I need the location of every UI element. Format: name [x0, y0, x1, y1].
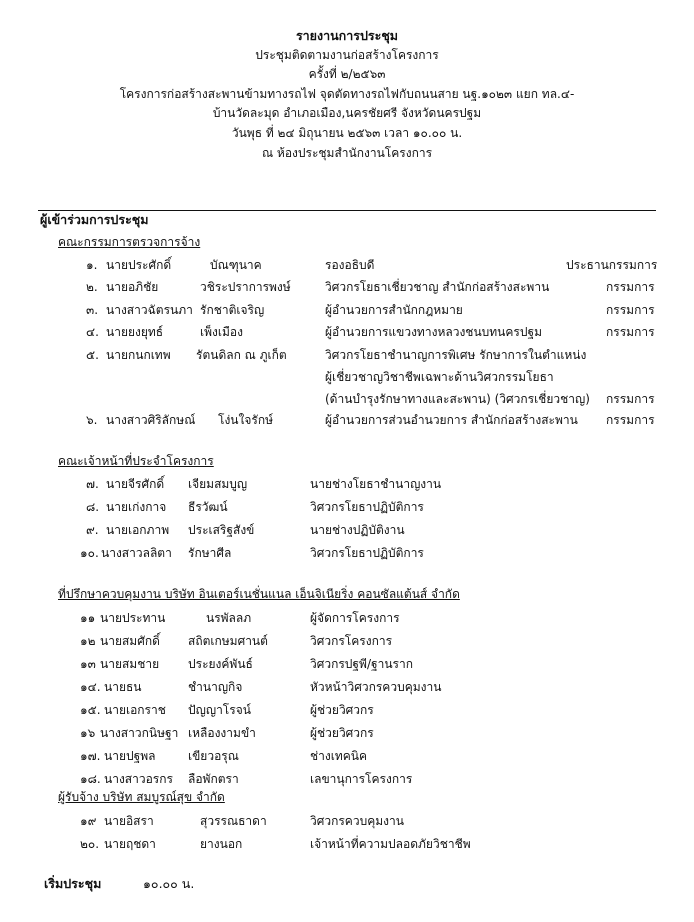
first-name: นางสาวฉัตรนภา — [106, 303, 193, 317]
first-name: นายสมศักดิ์ — [100, 634, 160, 648]
position: เลขานุการโครงการ — [310, 772, 413, 786]
first-name: นางสาวกนิษฐา — [100, 726, 179, 740]
row-number: ๑๑ — [80, 611, 96, 625]
last-name: ยางนอก — [200, 837, 243, 851]
row-number: ๑๖ — [80, 726, 96, 740]
project-name: โครงการก่อสร้างสะพานข้ามทางรถไฟ จุดตัดทางรถไฟกับถนนสาย นฐ.๑๐๒๓ แยก ทล.๔- — [119, 86, 575, 101]
committee-role: กรรมการ — [606, 325, 655, 339]
position: วิศวกรโยธาปฏิบัติการ — [310, 500, 424, 514]
last-name: ลือพักตรา — [188, 772, 239, 786]
position: ผู้อำนวยการสำนักกฎหมาย — [325, 303, 463, 317]
attendee-row — [0, 702, 694, 722]
first-name: นายเก่งกาจ — [106, 500, 167, 514]
position: นายช่างโยธาชำนาญงาน — [310, 477, 442, 491]
first-name: นางสาวศิริลักษณ์ — [106, 413, 196, 427]
position-continued: ผู้เชี่ยวชาญวิชาชีพเฉพาะด้านวิศวกรรมโยธา — [325, 370, 554, 384]
row-number: ๑๕. — [80, 703, 101, 717]
row-number: ๒. — [86, 280, 98, 294]
first-name: นายฤชดา — [104, 837, 156, 851]
attendee-row — [0, 324, 694, 344]
attendee-row — [0, 633, 694, 653]
document-subtitle: ประชุมติดตามงานก่อสร้างโครงการ — [255, 47, 439, 62]
attendee-row — [0, 347, 694, 367]
first-name: นายธน — [104, 680, 142, 694]
last-name: เพ็งเมือง — [200, 325, 243, 339]
last-name: นรพัลลภ — [206, 611, 252, 625]
row-number: ๑. — [86, 258, 98, 272]
meeting-date: วันพุธ ที่ ๒๔ มิถุนายน ๒๕๖๓ เวลา ๑๐.๐๐ น. — [231, 125, 463, 140]
position: วิศวกรโยธาเชี่ยวชาญ สำนักก่อสร้างสะพาน — [325, 280, 550, 294]
last-name: ชำนาญกิจ — [188, 680, 243, 694]
committee-role: กรรมการ — [606, 392, 655, 406]
attendee-row — [0, 679, 694, 699]
attendee-row — [0, 610, 694, 630]
row-number: ๖. — [86, 413, 98, 427]
position: วิศวกรโยธาปฏิบัติการ — [310, 546, 424, 560]
first-name: นายอภิชัย — [106, 280, 159, 294]
first-name: นายประทาน — [100, 611, 166, 625]
first-name: นายเอกภาพ — [106, 523, 170, 537]
section-heading-inspection-committee: คณะกรรมการตรวจการจ้าง — [58, 235, 201, 249]
row-number: ๑๓ — [80, 657, 96, 671]
position: ผู้ช่วยวิศวกร — [310, 726, 374, 740]
attendee-row-continued — [0, 391, 694, 411]
last-name: เจียมสมบูญ — [188, 477, 248, 491]
position: รองอธิบดี — [325, 258, 375, 272]
position: ผู้อำนวยการส่วนอำนวยการ สำนักก่อสร้างสะพาน — [325, 413, 578, 427]
section-heading-project-staff: คณะเจ้าหน้าที่ประจำโครงการ — [58, 454, 214, 468]
first-name: นายเอกราช — [104, 703, 166, 717]
meeting-start-label: เริ่มประชุม — [44, 876, 102, 891]
attendee-row — [0, 499, 694, 519]
first-name: นายอิสรา — [104, 814, 154, 828]
position: ผู้อำนวยการแขวงทางหลวงชนบทนครปฐม — [325, 325, 543, 339]
meeting-number: ครั้งที่ ๒/๒๕๖๓ — [308, 67, 386, 82]
attendee-row — [0, 656, 694, 676]
row-number: ๑๗. — [80, 749, 101, 763]
last-name: รักษาศีล — [188, 546, 232, 560]
attendee-row — [0, 748, 694, 768]
last-name: เหลืองงามขำ — [188, 726, 256, 740]
row-number: ๑๙ — [80, 814, 97, 828]
last-name: ประยงค์พันธ์ — [188, 657, 253, 671]
committee-role: กรรมการ — [606, 280, 655, 294]
attendee-row — [0, 725, 694, 745]
position: วิศวกรปฐพี/ฐานราก — [310, 657, 414, 671]
row-number: ๗. — [86, 477, 99, 491]
last-name: สุวรรณธาดา — [200, 814, 267, 828]
last-name: ธีรวัฒน์ — [188, 500, 228, 514]
document-title: รายงานการประชุม — [295, 28, 399, 43]
attendee-row — [0, 279, 694, 299]
attendee-row — [0, 771, 694, 791]
first-name: นางสาวลลิตา — [101, 546, 172, 560]
committee-role: กรรมการ — [606, 303, 655, 317]
last-name: รักชาติเจริญ — [200, 303, 265, 317]
row-number: ๑๐. — [80, 546, 99, 560]
row-number: ๙. — [86, 523, 99, 537]
row-number: ๘. — [86, 500, 100, 514]
attendee-row — [0, 302, 694, 322]
position: วิศวกรโยธาชำนาญการพิเศษ รักษาการในตำแหน่ง — [325, 348, 587, 362]
last-name: รัตนดิลก ณ ภูเก็ต — [196, 348, 287, 362]
first-name: นางสาวอรกร — [104, 772, 173, 786]
last-name: บัณฑุนาค — [210, 258, 262, 272]
last-name: เขียวอรุณ — [188, 749, 239, 763]
first-name: นายสมชาย — [100, 657, 160, 671]
project-location: บ้านวัดละมุด อำเภอเมือง,นครชัยศรี จังหวัดนครปฐม — [212, 106, 482, 121]
row-number: ๕. — [86, 348, 99, 362]
row-number: ๒๐. — [80, 837, 100, 851]
attendee-row — [0, 545, 694, 565]
first-name: นายจีรศักดิ์ — [106, 477, 165, 491]
first-name: นายยงยุทธ์ — [106, 325, 164, 339]
row-number: ๑๔. — [80, 680, 101, 694]
position: หัวหน้าวิศวกรควบคุมงาน — [310, 680, 442, 694]
attendee-row — [0, 257, 694, 277]
section-heading-contractor: ผู้รับจ้าง บริษัท สมบูรณ์สุข จำกัด — [58, 790, 225, 804]
position: วิศวกรควบคุมงาน — [310, 814, 404, 828]
attendee-row — [0, 412, 694, 432]
last-name: สถิตเกษมศานต์ — [188, 634, 268, 648]
row-number: ๑๘. — [80, 772, 101, 786]
attendee-row — [0, 836, 694, 856]
last-name: ปัญญาโรจน์ — [188, 703, 251, 717]
committee-role: กรรมการ — [606, 413, 655, 427]
meeting-start-time: ๑๐.๐๐ น. — [143, 876, 195, 891]
position: วิศวกรโครงการ — [310, 634, 393, 648]
position: ช่างเทคนิค — [310, 749, 368, 763]
attendee-row — [0, 522, 694, 542]
committee-role: ประธานกรรมการ — [566, 258, 658, 272]
first-name: นายประศักดิ์ — [106, 258, 172, 272]
attendee-row — [0, 813, 694, 833]
row-number: ๑๒ — [80, 634, 96, 648]
last-name: ประเสริฐสังข์ — [188, 523, 255, 537]
section-heading-consultant: ที่ปรึกษาควบคุมงาน บริษัท อินเตอร์เนชั่นแนล เอ็นจิเนียริ่ง คอนซัลแต้นส์ จำกัด — [58, 587, 460, 601]
attendee-row — [0, 476, 694, 496]
first-name: นายปฐพล — [104, 749, 156, 763]
position-continued: (ด้านบำรุงรักษาทางและสะพาน) (วิศวกรเชี่ยวชาญ) — [325, 392, 590, 406]
last-name: โง่นใจรักษ์ — [218, 413, 274, 427]
meeting-venue: ณ ห้องประชุมสำนักงานโครงการ — [261, 145, 433, 160]
attendees-heading: ผู้เข้าร่วมการประชุม — [40, 212, 149, 227]
position: นายช่างปฏิบัติงาน — [310, 523, 405, 537]
header-divider — [38, 210, 656, 211]
position: ผู้จัดการโครงการ — [310, 611, 400, 625]
document-header — [0, 26, 694, 163]
row-number: ๔. — [86, 325, 99, 339]
first-name: นายกนกเทพ — [106, 348, 171, 362]
last-name: วชิระปราการพงษ์ — [200, 280, 291, 294]
position: ผู้ช่วยวิศวกร — [310, 703, 374, 717]
position: เจ้าหน้าที่ความปลอดภัยวิชาชีพ — [310, 837, 471, 851]
row-number: ๓. — [86, 303, 99, 317]
